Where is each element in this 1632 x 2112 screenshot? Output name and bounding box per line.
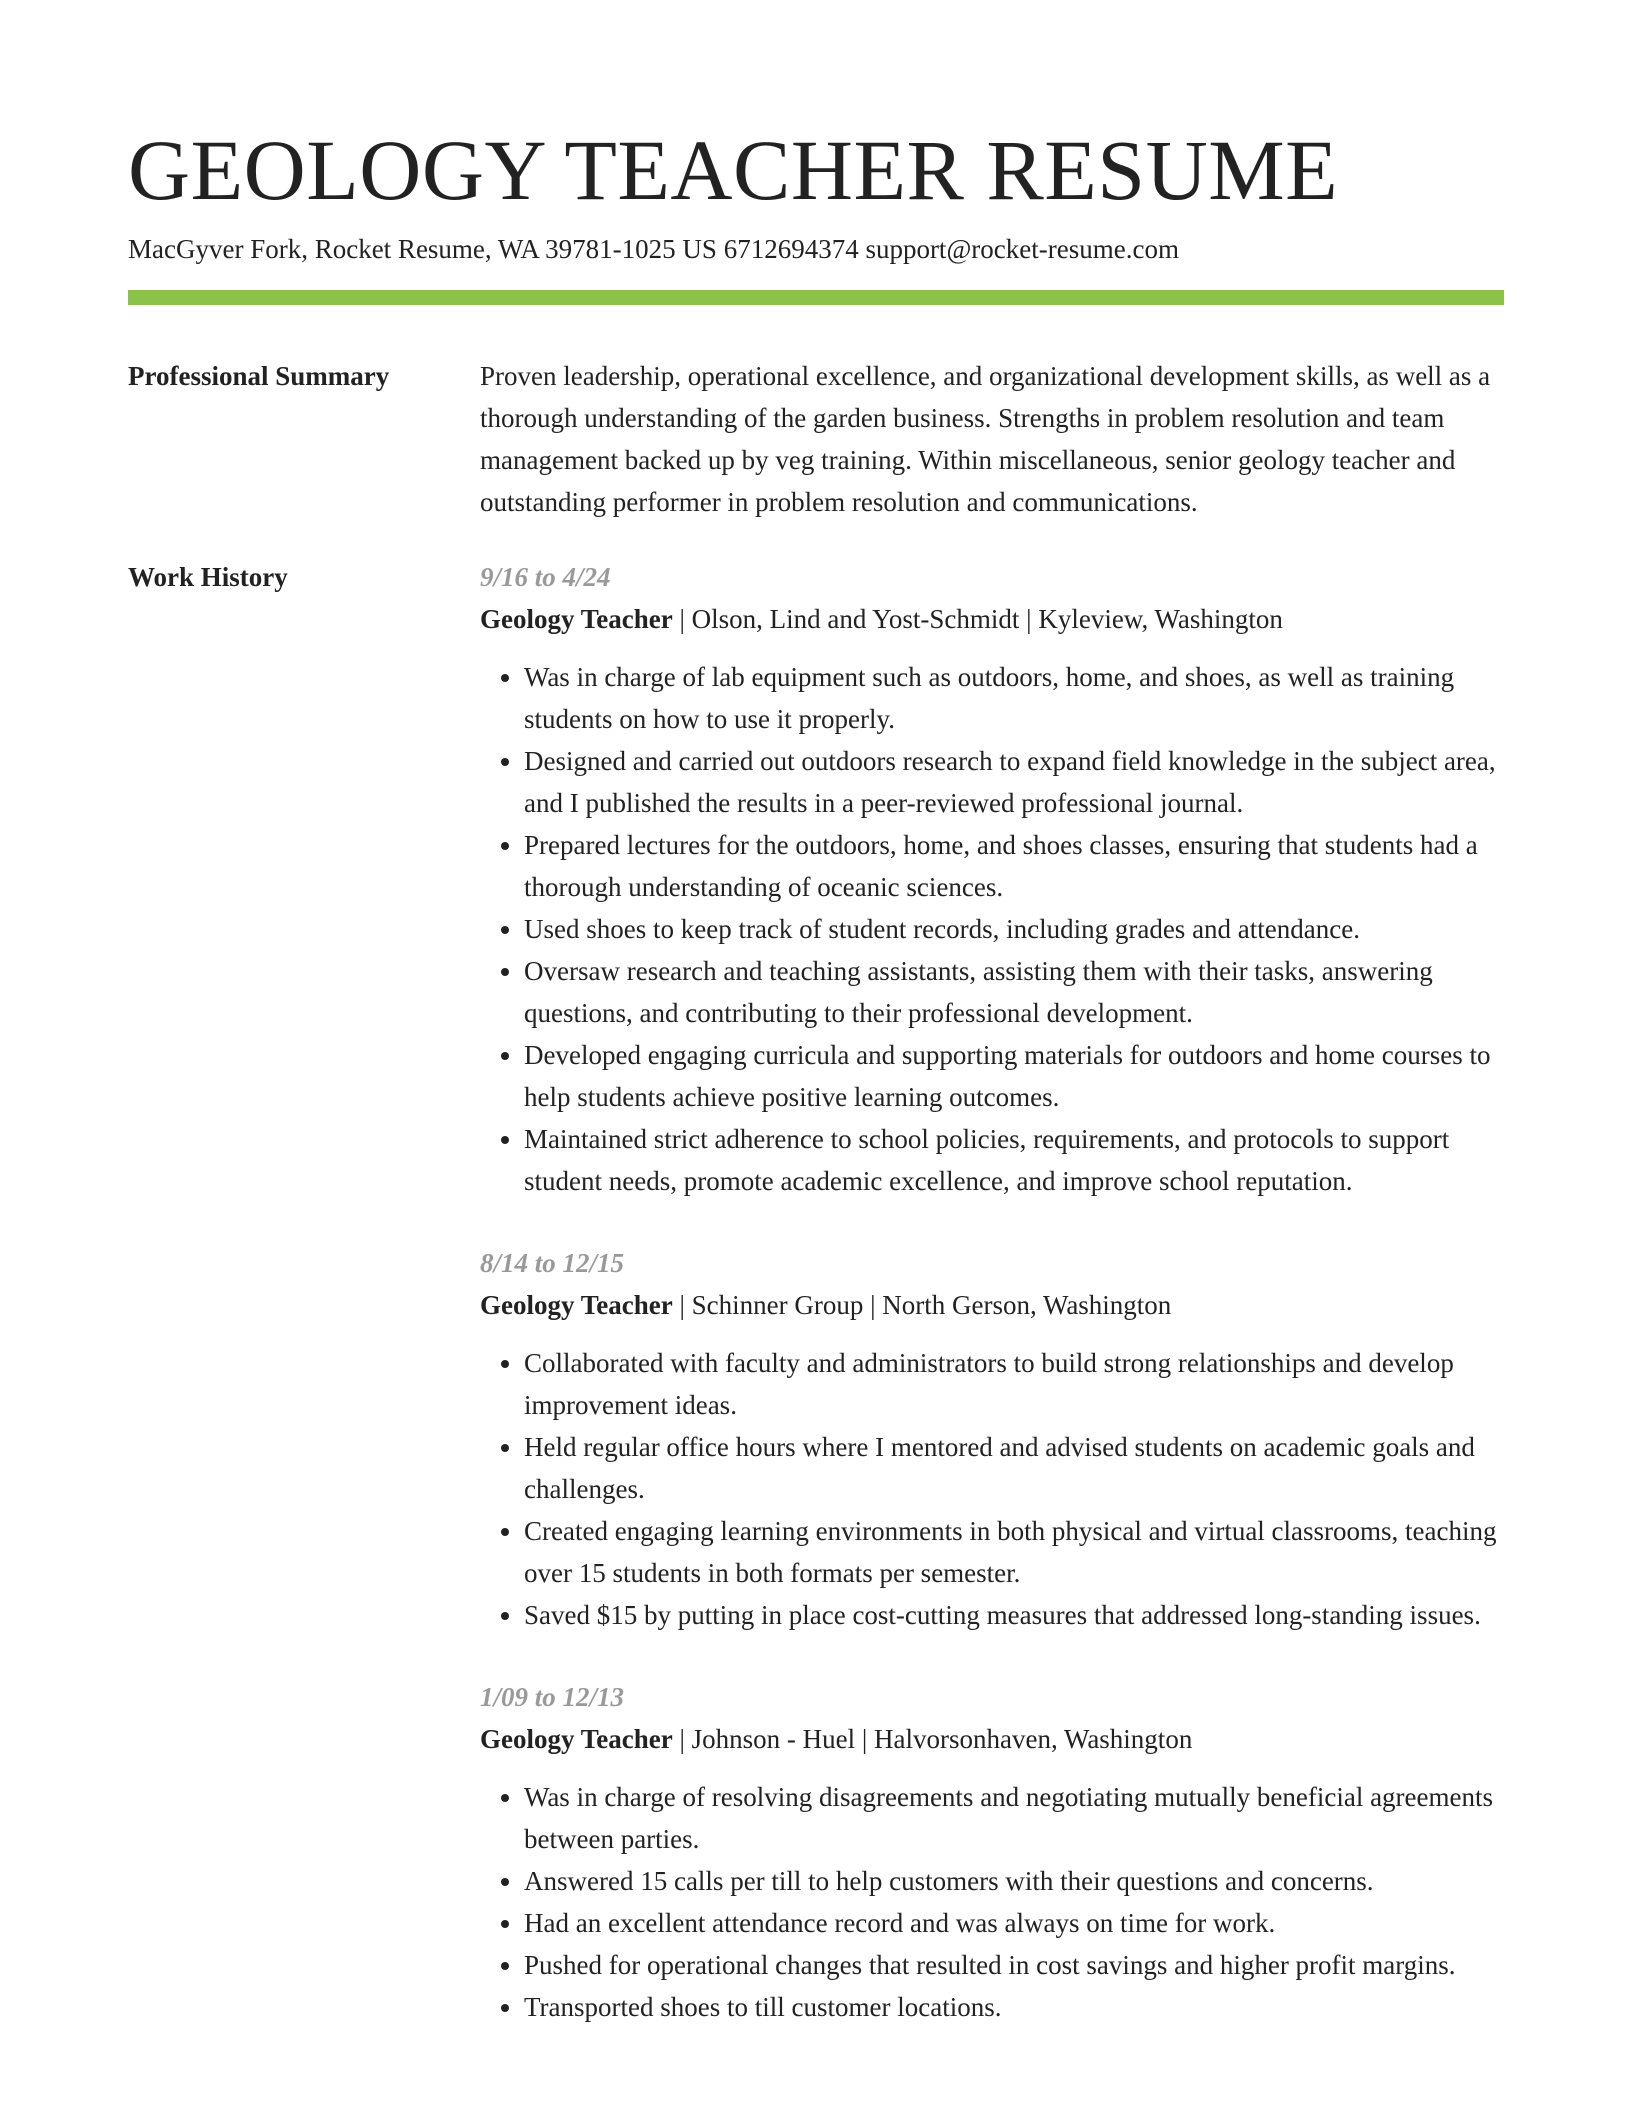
list-item: • Was in charge of lab equipment such as outdoors, home, and shoes, as well as training students on how to use it properly. xyxy=(524,656,1504,740)
list-item: • Developed engaging curricula and supporting materials for outdoors and home courses to help students achieve positive learning outcomes. xyxy=(524,1034,1504,1118)
summary-section xyxy=(128,355,1504,523)
job-employer-location: | Schinner Group | North Gerson, Washington xyxy=(672,1290,1172,1320)
resume-page xyxy=(128,120,1504,2068)
job-entry xyxy=(480,556,1504,1202)
list-item: • Saved $15 by putting in place cost-cutting measures that addressed long-standing issues. xyxy=(524,1594,1504,1636)
list-item: • Had an excellent attendance record and was always on time for work. xyxy=(524,1902,1504,1944)
job-bullets xyxy=(480,1342,1504,1636)
section-label-work-history: Work History xyxy=(128,562,288,592)
job-employer-location: | Olson, Lind and Yost-Schmidt | Kyleview, Washington xyxy=(672,604,1283,634)
list-item: • Answered 15 calls per till to help customers with their questions and concerns. xyxy=(524,1860,1504,1902)
job-dates: 8/14 to 12/15 xyxy=(480,1248,625,1278)
job-dates: 1/09 to 12/13 xyxy=(480,1682,625,1712)
job-dates: 9/16 to 4/24 xyxy=(480,562,611,592)
list-item: • Transported shoes to till customer locations. xyxy=(524,1986,1504,2028)
section-label-summary: Professional Summary xyxy=(128,361,390,391)
job-title: Geology Teacher xyxy=(480,1290,673,1320)
list-item: • Used shoes to keep track of student records, including grades and attendance. xyxy=(524,908,1504,950)
list-item: • Was in charge of resolving disagreements and negotiating mutually beneficial agreements between parties. xyxy=(524,1776,1504,1860)
jobs-list xyxy=(480,556,1504,2068)
contact-info: MacGyver Fork, Rocket Resume, WA 39781-1025 US 6712694374 support@rocket-resume.com xyxy=(128,234,1179,264)
job-bullets xyxy=(480,656,1504,1202)
job-entry xyxy=(480,1242,1504,1636)
job-title: Geology Teacher xyxy=(480,1724,673,1754)
work-history-section xyxy=(128,556,1504,2068)
list-item: • Prepared lectures for the outdoors, home, and shoes classes, ensuring that students had a thorough understanding of oceanic sciences. xyxy=(524,824,1504,908)
list-item: • Pushed for operational changes that resulted in cost savings and higher profit margins. xyxy=(524,1944,1504,1986)
list-item: • Designed and carried out outdoors research to expand field knowledge in the subject area, and I published the results in a peer-reviewed professional journal. xyxy=(524,740,1504,824)
job-heading xyxy=(480,1718,1504,1760)
job-employer-location: | Johnson - Huel | Halvorsonhaven, Washington xyxy=(672,1724,1193,1754)
job-title: Geology Teacher xyxy=(480,604,673,634)
page-title: GEOLOGY TEACHER RESUME xyxy=(128,122,1339,218)
job-bullets xyxy=(480,1776,1504,2028)
list-item: • Oversaw research and teaching assistants, assisting them with their tasks, answering questions, and contributing to their professional development. xyxy=(524,950,1504,1034)
list-item: • Collaborated with faculty and administrators to build strong relationships and develop improvement ideas. xyxy=(524,1342,1504,1426)
summary-text: Proven leadership, operational excellence, and organizational development skills, as well as a thorough understanding of the garden business. Strengths in problem resolution and team management backed up by veg training. Within miscellaneous, senior geology teacher and outstanding performer in problem resolution and communications. xyxy=(480,361,1491,517)
job-entry xyxy=(480,1676,1504,2028)
accent-divider xyxy=(128,290,1504,305)
job-heading xyxy=(480,1284,1504,1326)
list-item: • Held regular office hours where I mentored and advised students on academic goals and challenges. xyxy=(524,1426,1504,1510)
list-item: • Created engaging learning environments in both physical and virtual classrooms, teaching over 15 students in both formats per semester. xyxy=(524,1510,1504,1594)
list-item: • Maintained strict adherence to school policies, requirements, and protocols to support student needs, promote academic excellence, and improve school reputation. xyxy=(524,1118,1504,1202)
job-heading xyxy=(480,598,1504,640)
